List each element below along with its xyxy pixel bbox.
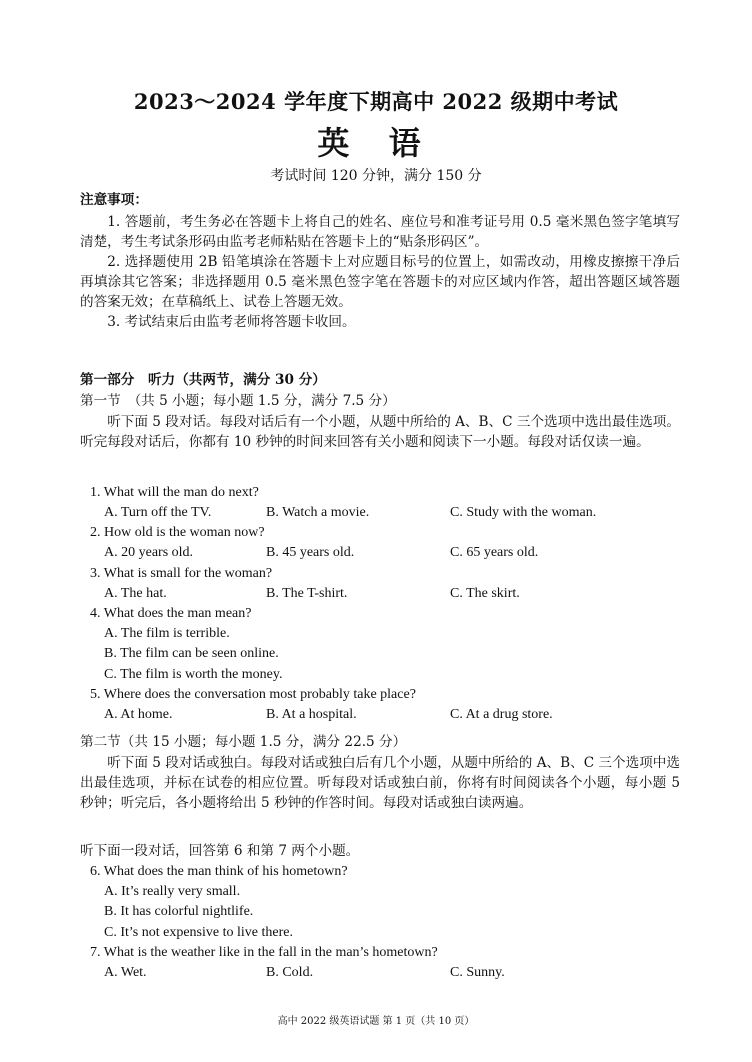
question-3 <box>80 564 700 604</box>
options-row <box>80 705 700 725</box>
section1-title: 第一节 （共 5 小题；每小题 1.5 分，满分 7.5 分） <box>80 393 396 409</box>
option-b: B. It has colorful nightlife. <box>104 904 254 920</box>
option-a: A. Wet. <box>104 965 147 981</box>
question-text: 6. What does the man think of his hometown? <box>90 864 348 879</box>
section2-title: 第二节（共 15 小题；每小题 1.5 分，满分 22.5 分） <box>80 734 407 750</box>
option-b: B. At a hospital. <box>266 707 357 723</box>
notes-list <box>80 212 680 332</box>
note-item-2: 2. 选择题使用 2B 铅笔填涂在答题卡上对应题目标号的位置上，如需改动，用橡皮擦擦干净后再填涂其它答案；非选择题用 0.5 毫米黑色签字笔在答题卡的对应区域内作答，超出答题区域答题的答案无效；在草稿纸上、试卷上答题无效。 <box>80 254 680 310</box>
option-b: B. The film can be seen online. <box>104 646 279 662</box>
question-text: 4. What does the man mean? <box>90 606 252 621</box>
option-c: C. Study with the woman. <box>450 505 597 521</box>
section2-instructions: 听下面 5 段对话或独白。每段对话或独白后有几个小题，从题中所给的 A、B、C 三个选项中选出最佳选项，并标在试卷的相应位置。听每段对话或独白前，你将有时间阅读各个小题，每小题 5 秒钟；听完后，各小题将给出 5 秒钟的作答时间。每段对话或独白读两遍。 <box>80 755 680 811</box>
question-4 <box>80 604 700 685</box>
section1-instructions: 听下面 5 段对话。每段对话后有一个小题，从题中所给的 A、B、C 三个选项中选出最佳选项。听完每段对话后，你都有 10 秒钟的时间来回答有关小题和阅读下一小题。每段对话仅读一遍。 <box>80 414 680 450</box>
option-a: A. It’s really very small. <box>104 884 241 900</box>
options-row <box>80 584 700 604</box>
part1-title: 第一部分 听力（共两节，满分 30 分） <box>80 372 326 388</box>
option-b: B. Cold. <box>266 965 314 981</box>
option-a: A. The hat. <box>104 586 167 602</box>
question-6 <box>80 862 700 943</box>
question-1 <box>80 483 700 523</box>
question-7 <box>80 943 700 983</box>
note-item-3: 3. 考试结束后由监考老师将答题卡收回。 <box>107 314 356 330</box>
question-2 <box>80 523 700 563</box>
listen-prompt: 听下面一段对话，回答第 6 和第 7 两个小题。 <box>80 843 360 859</box>
option-b: B. 45 years old. <box>266 545 355 561</box>
options-row <box>80 503 700 523</box>
question-text: 2. How old is the woman now? <box>90 525 265 540</box>
question-text: 5. Where does the conversation most probably take place? <box>90 687 416 702</box>
options-row <box>80 963 700 983</box>
option-c: C. At a drug store. <box>450 707 553 723</box>
exam-time-info: 考试时间 120 分钟，满分 150 分 <box>270 168 482 184</box>
option-c: C. The film is worth the money. <box>104 666 283 682</box>
option-c: C. The skirt. <box>450 586 520 602</box>
option-a: A. 20 years old. <box>104 545 194 561</box>
option-a: A. Turn off the TV. <box>104 505 212 521</box>
option-a: A. At home. <box>104 707 173 723</box>
option-b: B. The T-shirt. <box>266 586 348 602</box>
note-item-1: 1. 答题前，考生务必在答题卡上将自己的姓名、座位号和准考证号用 0.5 毫米黑色签字笔填写清楚，考生考试条形码由监考老师粘贴在答题卡上的“贴条形码区”。 <box>80 214 680 250</box>
question-text: 3. What is small for the woman? <box>90 566 273 581</box>
question-text: 7. What is the weather like in the fall in the man’s hometown? <box>90 945 438 960</box>
option-a: A. The film is terrible. <box>104 626 230 642</box>
option-c: C. Sunny. <box>450 965 505 981</box>
question-5 <box>80 685 700 725</box>
subject-title: 英 语 <box>317 124 435 162</box>
options-row <box>80 543 700 563</box>
option-c: C. 65 years old. <box>450 545 539 561</box>
question-text: 1. What will the man do next? <box>90 485 259 500</box>
exam-title: 2023～2024 学年度下期高中 2022 级期中考试 <box>133 89 619 114</box>
option-b: B. Watch a movie. <box>266 505 370 521</box>
page-footer: 高中 2022 级英语试题 第 1 页（共 10 页） <box>277 1016 475 1027</box>
notes-heading: 注意事项： <box>80 192 148 208</box>
option-c: C. It’s not expensive to live there. <box>104 924 293 940</box>
